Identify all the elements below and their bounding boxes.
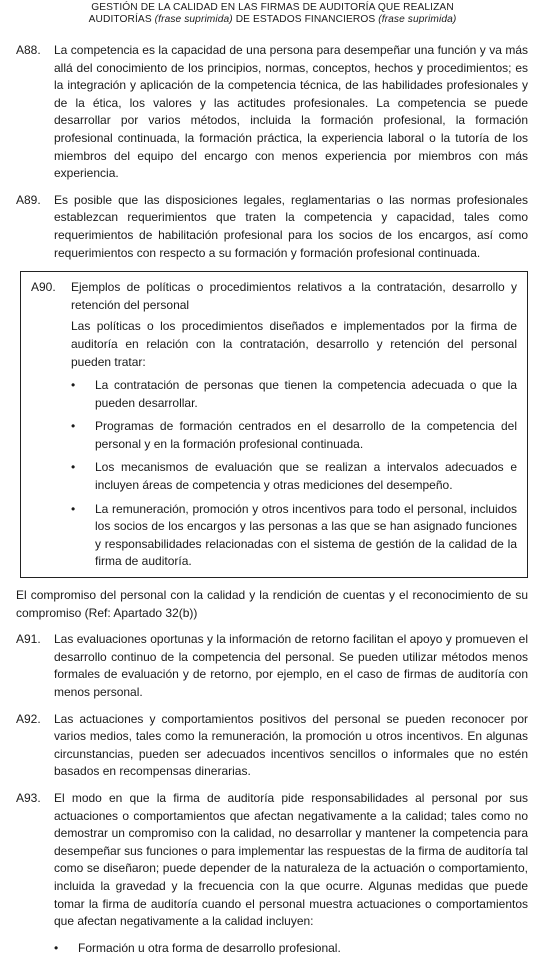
paragraph-text: La competencia es la capacidad de una persona para desempeñar una función y va más allá del conocimiento de los principios, normas, conceptos, hechos y procedimientos; es la integración y aplicación de la competencia técnica, de las habilidades profesionales y de la ética, los valores y las actitudes profesionales. La competencia se puede desarrollar por varios métodos, incluida la formación profesional, la formación profesional continuada, la formación práctica, la experiencia laboral o la tutoría de los miembros del equipo del encargo con menos experiencia por miembros con más experiencia. (54, 43, 528, 181)
paragraph-text: El modo en que la firma de auditoría pide responsabilidades al personal por sus actuaciones o comportamientos que afectan negativamente a la calidad; tales como no demostrar un compromiso con la calidad, no desarrollar y mantener la competencia para desempeñar sus funciones o para implementar las respuestas de la firma de auditoría tal como se diseñaron; puede depender de la naturaleza de la actuación o comportamiento, incluida la gravedad y la frecuencia con la que ocurre. Algunas medidas que puede tomar la firma de auditoría cuando el personal muestra actuaciones o comportamientos que afectan negativamente a la calidad incluyen: (54, 790, 528, 929)
paragraph-number: A89. (16, 192, 41, 207)
paragraph-a91 (16, 631, 528, 701)
section-heading: El compromiso del personal con la calidad y la rendición de cuentas y el reconocimiento de su compromiso (Ref: Apartado 32(b)) (16, 588, 528, 620)
bullet-glyph: • (71, 378, 76, 393)
example-box-a90 (20, 271, 528, 578)
paragraph-text: Las actuaciones y comportamientos positivos del personal se pueden reconocer por varios medios, tales como la remuneración, la promoción u otros incentivos. En algunas circunstancias, pueden ser adecuados incentivos sencillos o informales que no estén basados en recompensas dinerarias. (54, 711, 528, 779)
bullet-glyph: • (71, 419, 76, 434)
list-item (71, 418, 517, 453)
paragraph-text: Es posible que las disposiciones legales, reglamentarias o las normas profesionales establezcan requerimientos que traten la competencia y capacidad, tales como requerimientos de habilitación profesional para los socios de los encargos, así como requerimientos con respecto a su formación y formación profesional continuada. (54, 192, 528, 260)
paragraph-a92 (16, 711, 528, 781)
header-italic-d: (frase suprimida) (378, 14, 457, 25)
paragraph-a89 (16, 192, 528, 262)
paragraph-a88 (16, 42, 528, 183)
list-item-text: La contratación de personas que tienen la competencia adecuada o que la pueden desarrollar. (95, 378, 517, 410)
list-item-text: Los mecanismos de evaluación que se realizan a intervalos adecuados e incluyen áreas de competencia y otras mediciones del desempeño. (95, 460, 517, 493)
paragraph-text: Las evaluaciones oportunas y la información de retorno facilitan el apoyo y promueven el desarrollo continuo de la competencia del personal. Se pueden utilizar métodos menos formales de evaluación y de retorno, por ejemplo, en el caso de firmas de auditoría con menos personal. (54, 632, 528, 699)
header-text-a: AUDITORÍAS (88, 14, 155, 25)
paragraph-number: A90. (31, 280, 56, 295)
header-italic-b: (frase suprimida) (154, 14, 233, 25)
list-item-text: La remuneración, promoción y otros incentivos para todo el personal, incluidos los socios de los encargos y las personas a las que se han asignado funciones y responsabilidades relacionadas con el sistema de gestión de la calidad de la firma de auditoría. (95, 501, 517, 569)
paragraph-number: A88. (16, 43, 41, 57)
bullet-glyph: • (71, 460, 76, 475)
list-item (71, 377, 517, 412)
box-intro: Las políticas o los procedimientos diseñados e implementados por la firma de auditoría en relación con la contratación, desarrollo y retención del personal pueden tratar: (71, 319, 517, 369)
paragraph-a90-title (31, 279, 517, 314)
list-item (71, 501, 517, 571)
document-body (16, 42, 528, 969)
list-item-text: Programas de formación centrados en el desarrollo de la competencia del personal y en la formación profesional continuada. (95, 419, 517, 451)
paragraph-number: A92. (16, 711, 41, 726)
bullet-glyph: • (71, 501, 76, 516)
box-bullet-list (71, 377, 517, 571)
header-text-c: DE ESTADOS FINANCIEROS (232, 14, 379, 25)
box-title: Ejemplos de políticas o procedimientos relativos a la contratación, desarrollo y retención del personal (71, 280, 517, 312)
paragraph-a93 (16, 790, 528, 931)
paragraph-number: A91. (16, 632, 41, 647)
list-item-text: Formación u otra forma de desarrollo profesional. (78, 940, 341, 955)
header-line-1: GESTIÓN DE LA CALIDAD EN LAS FIRMAS DE AUDITORÍA QUE REALIZAN (91, 2, 454, 13)
header-line-2 (0, 14, 545, 26)
list-item (71, 459, 517, 494)
bullet-glyph: • (54, 940, 59, 955)
list-item (54, 940, 528, 958)
running-header (0, 2, 545, 26)
a93-bullet-list (54, 940, 528, 958)
paragraph-number: A93. (16, 790, 41, 805)
